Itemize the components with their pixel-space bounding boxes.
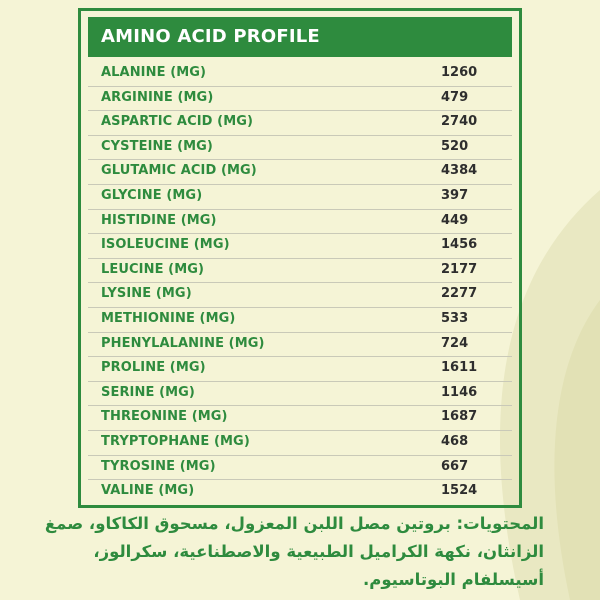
amino-acid-name: PHENYLALANINE (MG) (101, 335, 265, 351)
amino-acid-name: PROLINE (MG) (101, 360, 206, 376)
amino-acid-name: LYSINE (MG) (101, 286, 192, 302)
ingredients-text: المحتويات: بروتين مصل اللبن المعزول، مسحوق الكاكاو، صمغ الزانثان، نكهة الكراميل الطبيعية والاصطناعية، سكرالوز، أسيسلفام البوتاسيوم. (44, 514, 544, 589)
table-row (88, 308, 512, 333)
amino-acid-value: 468 (441, 433, 469, 449)
table-row (88, 333, 512, 358)
amino-acid-name: ASPARTIC ACID (MG) (101, 114, 254, 130)
table-row (88, 480, 512, 505)
table-row (88, 111, 512, 136)
amino-acid-value: 520 (441, 138, 469, 154)
panel-title: AMINO ACID PROFILE (88, 17, 512, 57)
table-row (88, 259, 512, 284)
amino-acid-table (88, 62, 512, 505)
amino-acid-value: 1146 (441, 384, 478, 400)
table-row (88, 382, 512, 407)
amino-acid-value: 1260 (441, 65, 478, 80)
table-row (88, 185, 512, 210)
table-row (88, 62, 512, 87)
amino-acid-name: ALANINE (MG) (101, 65, 207, 80)
amino-acid-name: ISOLEUCINE (MG) (101, 237, 230, 253)
table-row (88, 234, 512, 259)
amino-acid-name: METHIONINE (MG) (101, 310, 236, 326)
table-row (88, 160, 512, 185)
amino-acid-name: ARGININE (MG) (101, 89, 214, 105)
amino-acid-value: 2740 (441, 114, 478, 130)
table-row (88, 136, 512, 161)
table-row (88, 431, 512, 456)
amino-acid-name: GLUTAMIC ACID (MG) (101, 163, 257, 179)
amino-acid-value: 1524 (441, 483, 478, 499)
amino-acid-name: THREONINE (MG) (101, 409, 228, 425)
amino-acid-name: CYSTEINE (MG) (101, 138, 213, 154)
amino-acid-name: LEUCINE (MG) (101, 261, 205, 277)
amino-acid-value: 2177 (441, 261, 478, 277)
table-row (88, 210, 512, 235)
amino-acid-name: HISTIDINE (MG) (101, 212, 217, 228)
amino-acid-value: 479 (441, 89, 469, 105)
amino-acid-value: 1687 (441, 409, 478, 425)
table-row (88, 456, 512, 481)
amino-acid-value: 533 (441, 310, 469, 326)
amino-acid-name: TYROSINE (MG) (101, 458, 216, 474)
table-row (88, 87, 512, 112)
amino-acid-name: TRYPTOPHANE (MG) (101, 433, 250, 449)
amino-acid-value: 724 (441, 335, 469, 351)
amino-acid-value: 2277 (441, 286, 478, 302)
amino-acid-value: 397 (441, 187, 469, 203)
amino-acid-value: 1456 (441, 237, 478, 253)
amino-acid-value: 667 (441, 458, 469, 474)
amino-acid-name: SERINE (MG) (101, 384, 195, 400)
table-row (88, 283, 512, 308)
table-row (88, 406, 512, 431)
amino-acid-value: 4384 (441, 163, 478, 179)
amino-acid-name: VALINE (MG) (101, 483, 195, 499)
amino-acid-value: 1611 (441, 360, 478, 376)
amino-acid-name: GLYCINE (MG) (101, 187, 203, 203)
table-row (88, 357, 512, 382)
amino-acid-value: 449 (441, 212, 469, 228)
